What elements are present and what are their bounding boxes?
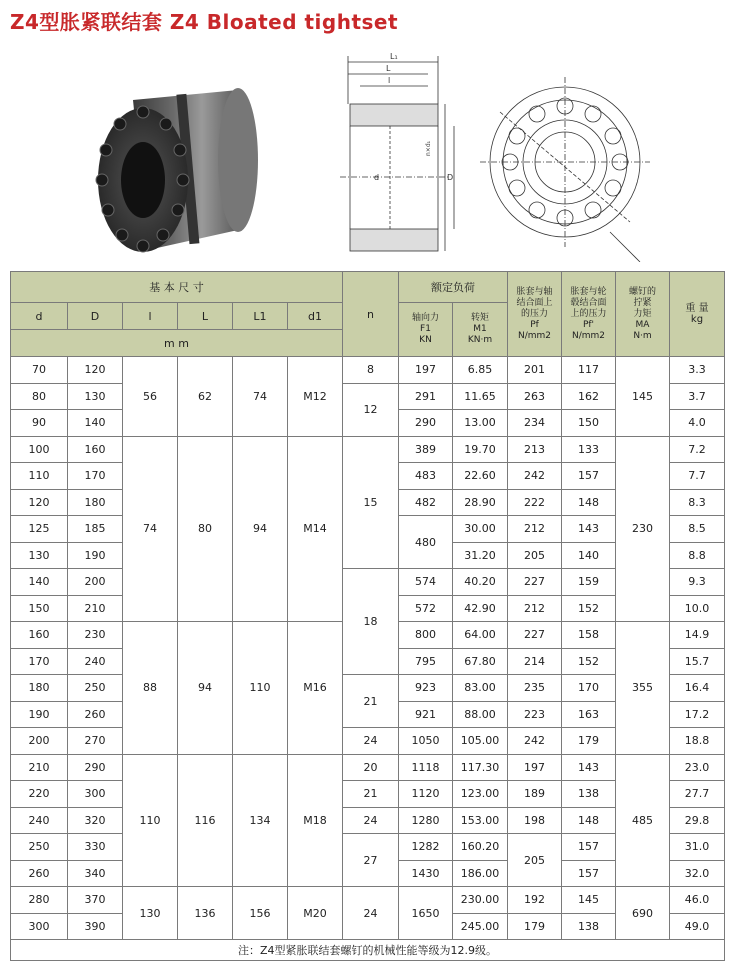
cell-pf: 205 (508, 542, 562, 569)
cell-d: 90 (11, 410, 68, 437)
cell-pf: 227 (508, 569, 562, 596)
cell-n: 12 (343, 383, 399, 436)
cell-n: 8 (343, 357, 399, 384)
cell-m1: 22.60 (453, 463, 508, 490)
cell-kg: 9.3 (670, 569, 725, 596)
cell-f1: 482 (399, 489, 453, 516)
cell-m1: 105.00 (453, 728, 508, 755)
cell-kg: 7.2 (670, 436, 725, 463)
cell-pf: 189 (508, 781, 562, 808)
cell-f1: 1430 (399, 860, 453, 887)
table-row (11, 436, 725, 463)
cell-l: 130 (123, 887, 178, 940)
note-row (11, 940, 725, 961)
cell-kg: 15.7 (670, 648, 725, 675)
cell-f1: 389 (399, 436, 453, 463)
cell-D: 240 (68, 648, 123, 675)
cell-m1: 42.90 (453, 595, 508, 622)
cell-L: 116 (178, 754, 233, 887)
cell-pf: 214 (508, 648, 562, 675)
cell-n: 21 (343, 781, 399, 808)
cell-L: 62 (178, 357, 233, 437)
cell-d: 200 (11, 728, 68, 755)
cell-pf: 179 (508, 913, 562, 940)
header-n: n (343, 272, 399, 357)
cell-d1: M14 (288, 436, 343, 622)
cell-pf2: 159 (562, 569, 616, 596)
cell-L: 80 (178, 436, 233, 622)
header-d1: d1 (288, 303, 343, 330)
cell-kg: 10.0 (670, 595, 725, 622)
cell-pf2: 133 (562, 436, 616, 463)
cell-n: 15 (343, 436, 399, 569)
cell-pf: 263 (508, 383, 562, 410)
cell-ma: 145 (616, 357, 670, 437)
cell-d: 100 (11, 436, 68, 463)
cell-d: 280 (11, 887, 68, 914)
header-unit-mm: m m (11, 330, 343, 357)
cell-D: 130 (68, 383, 123, 410)
cell-D: 370 (68, 887, 123, 914)
cell-d: 240 (11, 807, 68, 834)
cell-kg: 14.9 (670, 622, 725, 649)
cell-f1: 795 (399, 648, 453, 675)
header-weight: 重 量 kg (670, 272, 725, 357)
cell-ma: 485 (616, 754, 670, 887)
cell-pf: 227 (508, 622, 562, 649)
cell-d1: M18 (288, 754, 343, 887)
cell-D: 270 (68, 728, 123, 755)
header-ma: 螺钉的 拧紧 力矩 MA N·m (616, 272, 670, 357)
header-d: d (11, 303, 68, 330)
header-basic-dimensions: 基 本 尺 寸 (11, 272, 343, 303)
cell-m1: 13.00 (453, 410, 508, 437)
cell-d: 220 (11, 781, 68, 808)
cell-m1: 117.30 (453, 754, 508, 781)
cell-f1: 1050 (399, 728, 453, 755)
page-title: Z4型胀紧联结套 Z4 Bloated tightset (10, 10, 399, 34)
cell-ma: 230 (616, 436, 670, 622)
cell-D: 330 (68, 834, 123, 861)
cell-m1: 6.85 (453, 357, 508, 384)
cell-pf2: 162 (562, 383, 616, 410)
cell-pf: 197 (508, 754, 562, 781)
cell-d1: M12 (288, 357, 343, 437)
cell-pf2: 157 (562, 860, 616, 887)
cell-d: 140 (11, 569, 68, 596)
cell-n: 21 (343, 675, 399, 728)
cell-kg: 18.8 (670, 728, 725, 755)
cell-pf: 222 (508, 489, 562, 516)
cell-L1: 94 (233, 436, 288, 622)
cell-kg: 3.3 (670, 357, 725, 384)
cell-D: 185 (68, 516, 123, 543)
header-D: D (68, 303, 123, 330)
cell-pf: 212 (508, 516, 562, 543)
cell-n: 24 (343, 728, 399, 755)
table-row (11, 754, 725, 781)
cell-pf: 212 (508, 595, 562, 622)
cell-kg: 3.7 (670, 383, 725, 410)
dim-d-label: d (374, 173, 380, 182)
cell-D: 190 (68, 542, 123, 569)
header-m1: 转矩 M1 KN·m (453, 303, 508, 357)
cell-kg: 49.0 (670, 913, 725, 940)
cell-D: 320 (68, 807, 123, 834)
cell-m1: 160.20 (453, 834, 508, 861)
cell-d: 120 (11, 489, 68, 516)
cell-kg: 32.0 (670, 860, 725, 887)
header-pf: 胀套与轴 结合面上 的压力 Pf N/mm2 (508, 272, 562, 357)
cell-pf2: 163 (562, 701, 616, 728)
cell-f1: 291 (399, 383, 453, 410)
cell-ma: 690 (616, 887, 670, 940)
cell-D: 160 (68, 436, 123, 463)
cell-n: 24 (343, 807, 399, 834)
cell-f1: 923 (399, 675, 453, 702)
cell-pf2: 148 (562, 489, 616, 516)
cell-n: 27 (343, 834, 399, 887)
cell-m1: 83.00 (453, 675, 508, 702)
cell-n: 24 (343, 887, 399, 940)
cell-pf: 234 (508, 410, 562, 437)
cell-pf2: 138 (562, 913, 616, 940)
cell-L1: 134 (233, 754, 288, 887)
dim-nxd1-label: n×d₁ (425, 140, 432, 156)
cell-m1: 153.00 (453, 807, 508, 834)
cell-D: 300 (68, 781, 123, 808)
cell-kg: 31.0 (670, 834, 725, 861)
cell-D: 230 (68, 622, 123, 649)
cell-m1: 67.80 (453, 648, 508, 675)
cell-L: 136 (178, 887, 233, 940)
cell-l: 88 (123, 622, 178, 755)
cell-pf: 242 (508, 463, 562, 490)
cell-pf: 223 (508, 701, 562, 728)
cell-pf: 198 (508, 807, 562, 834)
dim-l-label: l (388, 76, 391, 85)
header-L: L (178, 303, 233, 330)
cell-kg: 16.4 (670, 675, 725, 702)
cell-pf2: 117 (562, 357, 616, 384)
cell-m1: 11.65 (453, 383, 508, 410)
cell-L: 94 (178, 622, 233, 755)
cell-pf2: 158 (562, 622, 616, 649)
cell-f1: 197 (399, 357, 453, 384)
cell-pf: 235 (508, 675, 562, 702)
cell-f1: 1280 (399, 807, 453, 834)
cell-D: 200 (68, 569, 123, 596)
cell-kg: 29.8 (670, 807, 725, 834)
cell-d1: M20 (288, 887, 343, 940)
cell-pf2: 143 (562, 754, 616, 781)
cell-pf: 192 (508, 887, 562, 914)
product-photo (88, 80, 263, 260)
cell-pf: 213 (508, 436, 562, 463)
cell-pf2: 170 (562, 675, 616, 702)
cell-L1: 74 (233, 357, 288, 437)
cell-D: 120 (68, 357, 123, 384)
cell-D: 290 (68, 754, 123, 781)
cell-D: 340 (68, 860, 123, 887)
cell-L1: 110 (233, 622, 288, 755)
cell-pf2: 157 (562, 463, 616, 490)
cell-f1: 1120 (399, 781, 453, 808)
table-row (11, 887, 725, 914)
cell-pf2: 157 (562, 834, 616, 861)
cell-n: 18 (343, 569, 399, 675)
cell-pf2: 179 (562, 728, 616, 755)
cell-l: 56 (123, 357, 178, 437)
cell-d: 190 (11, 701, 68, 728)
cell-kg: 8.5 (670, 516, 725, 543)
cell-m1: 40.20 (453, 569, 508, 596)
cell-kg: 27.7 (670, 781, 725, 808)
cell-f1: 290 (399, 410, 453, 437)
cell-d: 210 (11, 754, 68, 781)
cell-d: 180 (11, 675, 68, 702)
cell-pf: 201 (508, 357, 562, 384)
cell-pf2: 138 (562, 781, 616, 808)
cell-kg: 46.0 (670, 887, 725, 914)
cell-kg: 8.8 (670, 542, 725, 569)
cell-D: 140 (68, 410, 123, 437)
cell-pf: 242 (508, 728, 562, 755)
header-l: l (123, 303, 178, 330)
cell-d: 130 (11, 542, 68, 569)
cell-n: 20 (343, 754, 399, 781)
cell-d: 260 (11, 860, 68, 887)
cell-m1: 64.00 (453, 622, 508, 649)
cell-f1: 1282 (399, 834, 453, 861)
cell-m1: 245.00 (453, 913, 508, 940)
cell-pf2: 148 (562, 807, 616, 834)
cell-m1: 123.00 (453, 781, 508, 808)
cell-m1: 31.20 (453, 542, 508, 569)
cell-D: 210 (68, 595, 123, 622)
cell-f1: 1118 (399, 754, 453, 781)
cell-ma: 355 (616, 622, 670, 755)
cell-D: 180 (68, 489, 123, 516)
section-drawing (330, 44, 460, 264)
cell-d: 125 (11, 516, 68, 543)
cell-kg: 8.3 (670, 489, 725, 516)
cell-m1: 186.00 (453, 860, 508, 887)
cell-D: 390 (68, 913, 123, 940)
cell-d1: M16 (288, 622, 343, 755)
cell-pf: 205 (508, 834, 562, 887)
spec-table (10, 271, 725, 961)
cell-d: 150 (11, 595, 68, 622)
cell-kg: 4.0 (670, 410, 725, 437)
cell-f1: 483 (399, 463, 453, 490)
cell-d: 70 (11, 357, 68, 384)
front-view-drawing (480, 62, 650, 262)
cell-kg: 7.7 (670, 463, 725, 490)
cell-f1: 480 (399, 516, 453, 569)
cell-f1: 572 (399, 595, 453, 622)
cell-D: 170 (68, 463, 123, 490)
cell-d: 250 (11, 834, 68, 861)
header-L1: L1 (233, 303, 288, 330)
table-row (11, 357, 725, 384)
cell-pf2: 145 (562, 887, 616, 914)
header-f1: 轴向力 F1 KN (399, 303, 453, 357)
cell-m1: 88.00 (453, 701, 508, 728)
cell-d: 160 (11, 622, 68, 649)
cell-kg: 17.2 (670, 701, 725, 728)
cell-D: 250 (68, 675, 123, 702)
cell-f1: 1650 (399, 887, 453, 940)
header-rated-load: 额定负荷 (399, 272, 508, 303)
cell-m1: 30.00 (453, 516, 508, 543)
cell-m1: 230.00 (453, 887, 508, 914)
cell-m1: 28.90 (453, 489, 508, 516)
dim-L1-label: L₁ (390, 52, 398, 61)
product-figures (0, 44, 730, 269)
cell-pf2: 143 (562, 516, 616, 543)
cell-pf2: 150 (562, 410, 616, 437)
cell-f1: 921 (399, 701, 453, 728)
cell-d: 300 (11, 913, 68, 940)
cell-d: 80 (11, 383, 68, 410)
cell-pf2: 152 (562, 595, 616, 622)
footnote: 注：Z4型紧胀联结套螺钉的机械性能等级为12.9级。 (11, 940, 725, 961)
cell-d: 170 (11, 648, 68, 675)
cell-l: 110 (123, 754, 178, 887)
cell-pf2: 140 (562, 542, 616, 569)
cell-m1: 19.70 (453, 436, 508, 463)
header-pf2: 胀套与轮 毂结合面 上的压力 Pf' N/mm2 (562, 272, 616, 357)
cell-L1: 156 (233, 887, 288, 940)
cell-f1: 574 (399, 569, 453, 596)
cell-f1: 800 (399, 622, 453, 649)
cell-l: 74 (123, 436, 178, 622)
cell-d: 110 (11, 463, 68, 490)
cell-pf2: 152 (562, 648, 616, 675)
dim-D-label: D (447, 173, 454, 182)
cell-kg: 23.0 (670, 754, 725, 781)
cell-D: 260 (68, 701, 123, 728)
dim-L-label: L (386, 64, 391, 73)
